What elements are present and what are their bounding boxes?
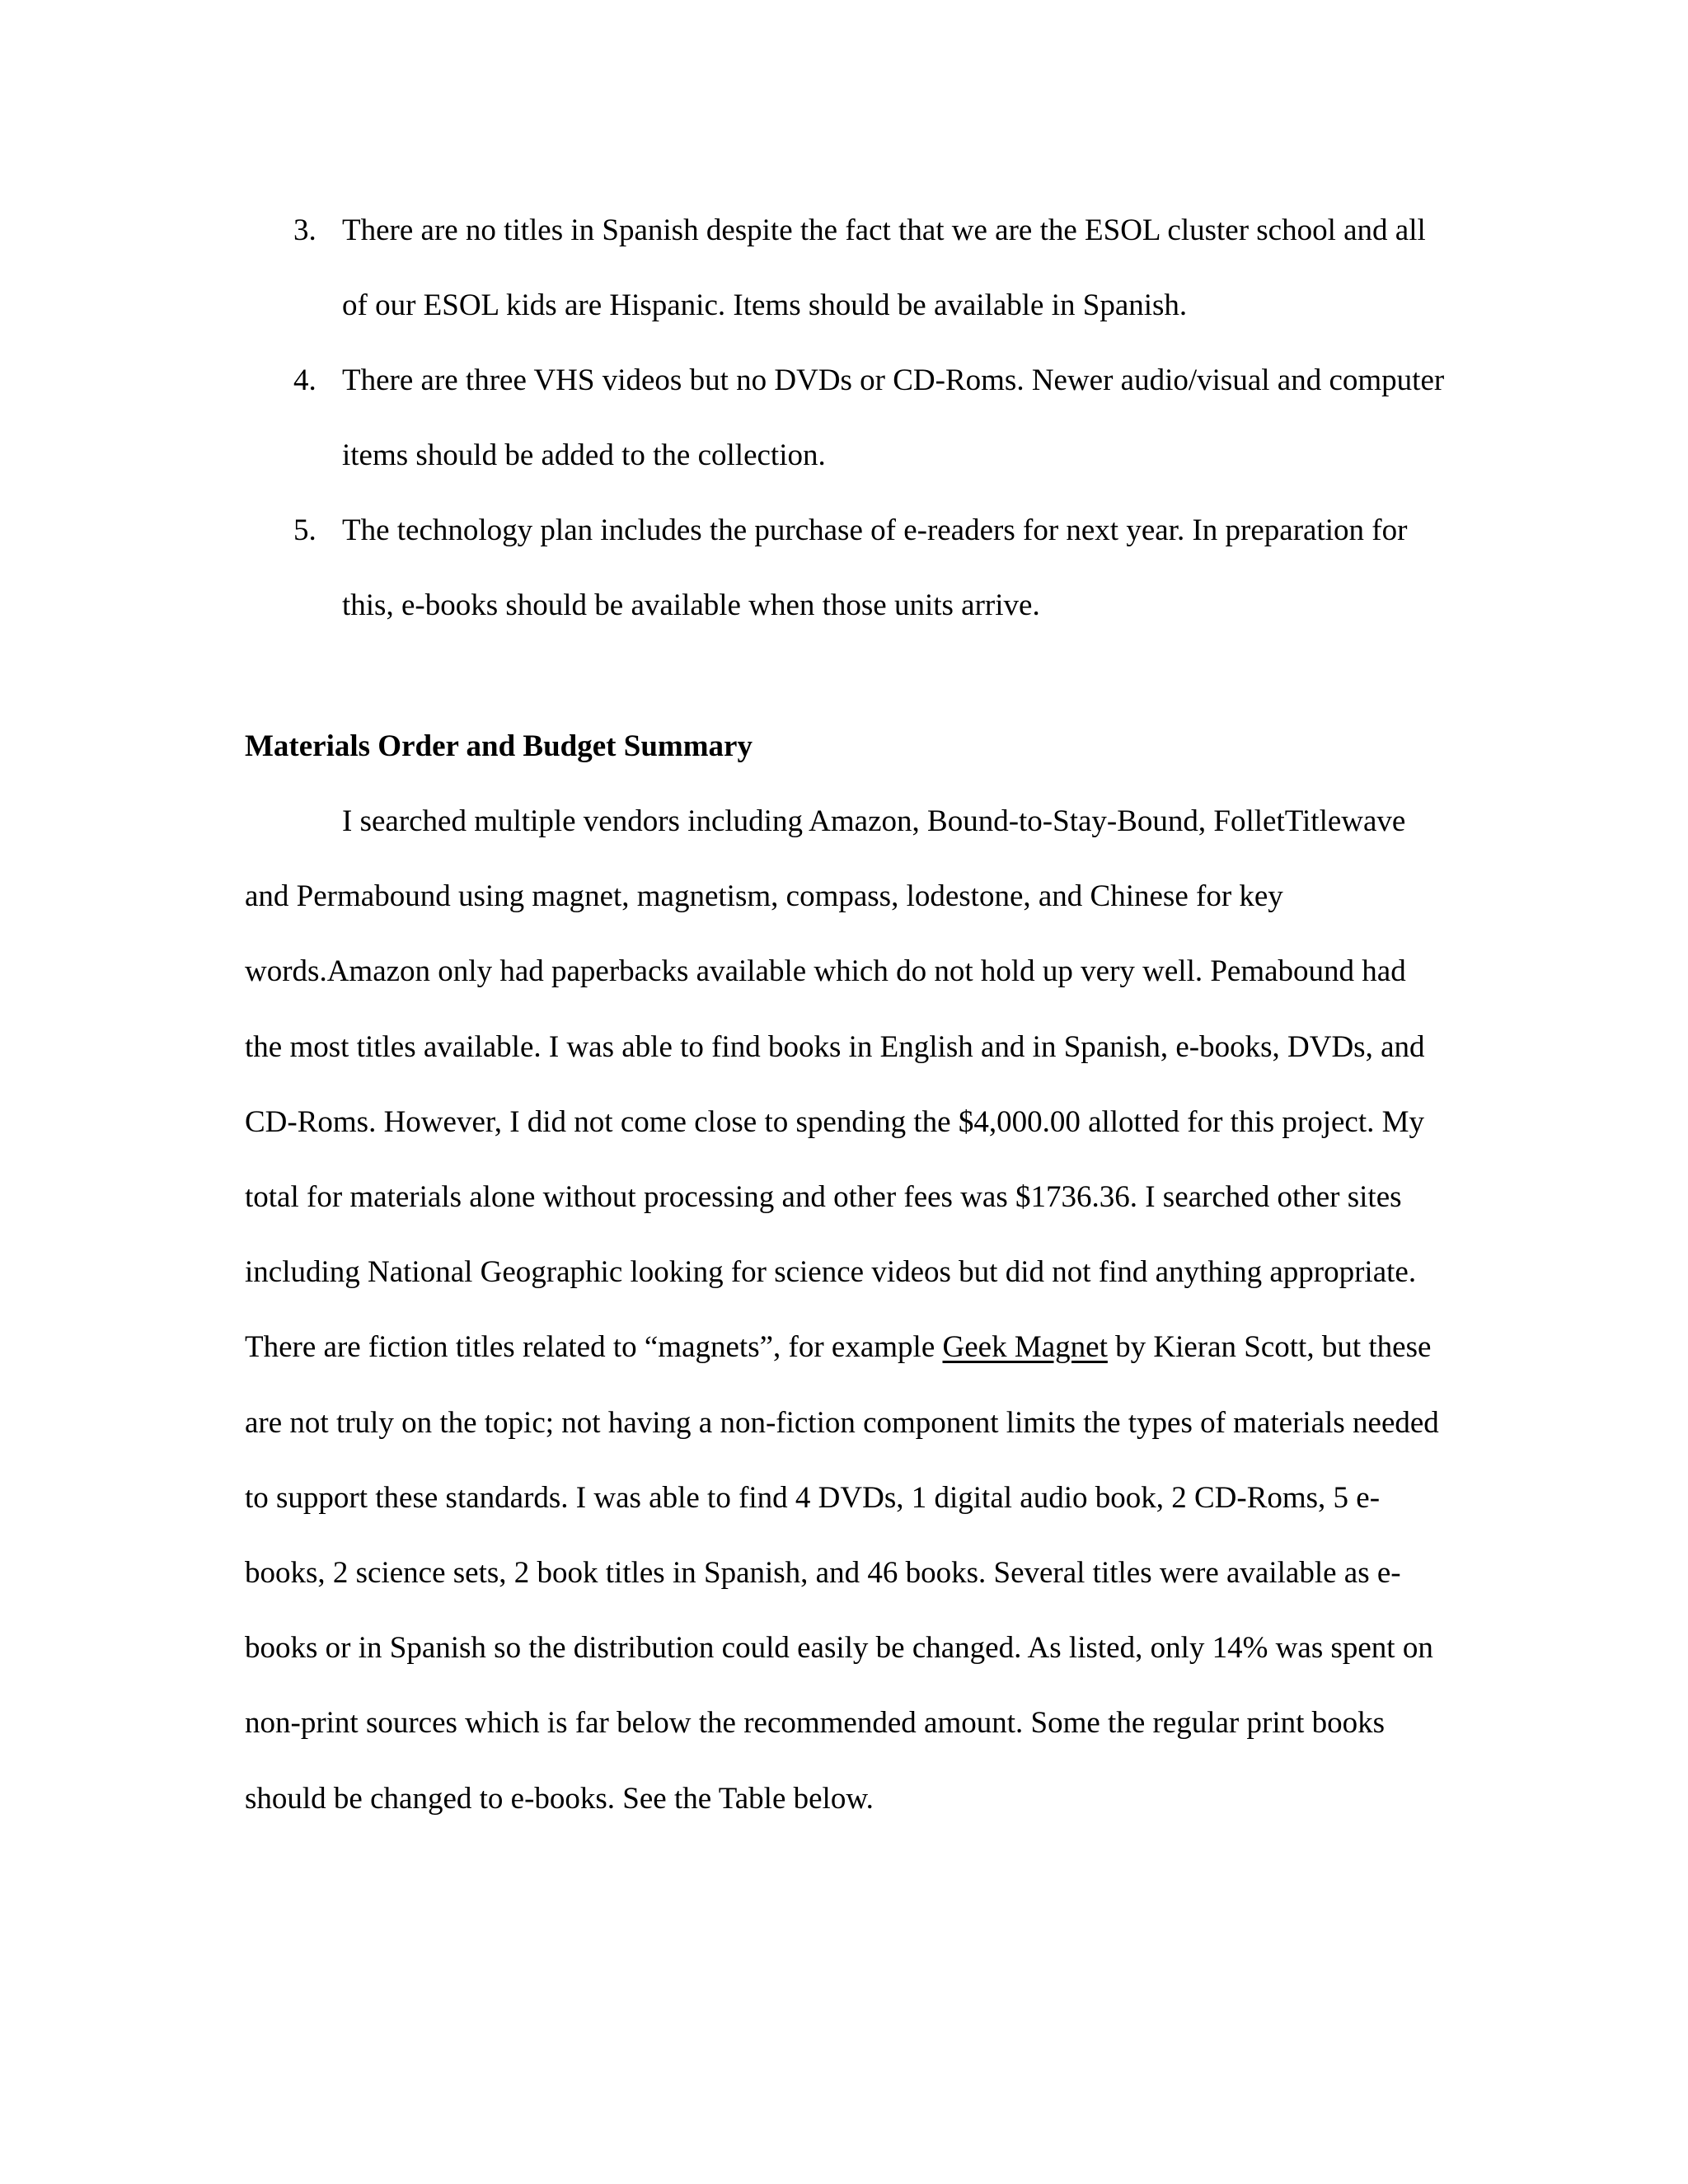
list-item-text: There are no titles in Spanish despite the fact that we are the ESOL cluster school and all of our ESOL kids are Hispanic. Items should be available in Spanish. [342, 213, 1426, 322]
list-item [0, 193, 1688, 343]
list-item-text: The technology plan includes the purchase of e-readers for next year. In preparation for this, e-books should be available when those units arrive. [342, 513, 1408, 622]
list-item [0, 493, 1688, 643]
numbered-list [0, 193, 1688, 643]
list-item-number: 4. [293, 363, 316, 397]
list-item-text: There are three VHS videos but no DVDs or CD-Roms. Newer audio/visual and computer items should be added to the collection. [342, 363, 1445, 472]
list-item [0, 343, 1688, 493]
paragraph-text-before-title: I searched multiple vendors including Amazon, Bound-to-Stay-Bound, FolletTitlewave and Permabound using magnet, magnetism, compass, lodestone, and Chinese for key words.Amazon only had paperbacks available which do not hold up very well. Pemabound had the most titles available. I was able to find books in English and in Spanish, e-books, DVDs, and CD-Roms. However, I did not come close to spending the $4,000.00 allotted for this project. My total for materials alone without processing and other fees was $1736.36. I searched other sites including National Geographic looking for science videos but did not find anything appropriate. There are fiction titles related to “magnets”, for example [245, 804, 1425, 1365]
book-title: Geek Magnet [942, 1330, 1108, 1365]
paragraph-text-after-title: by Kieran Scott, but these are not truly on the topic; not having a non-fiction component limits the types of materials needed to support these standards. I was able to find 4 DVDs, 1 digital audio book, 2 CD-Roms, 5 e-books, 2 science sets, 2 book titles in Spanish, and 46 books. Several titles were available as e-books or in Spanish so the distribution could easily be changed. As listed, only 14% was spent on non-print sources which is far below the recommended amount. Some the regular print books should be changed to e-books. See the Table below. [245, 1330, 1439, 1816]
section-heading: Materials Order and Budget Summary [245, 729, 753, 763]
list-item-number: 3. [293, 213, 316, 247]
body-paragraph [245, 784, 1444, 1836]
list-item-number: 5. [293, 513, 316, 547]
